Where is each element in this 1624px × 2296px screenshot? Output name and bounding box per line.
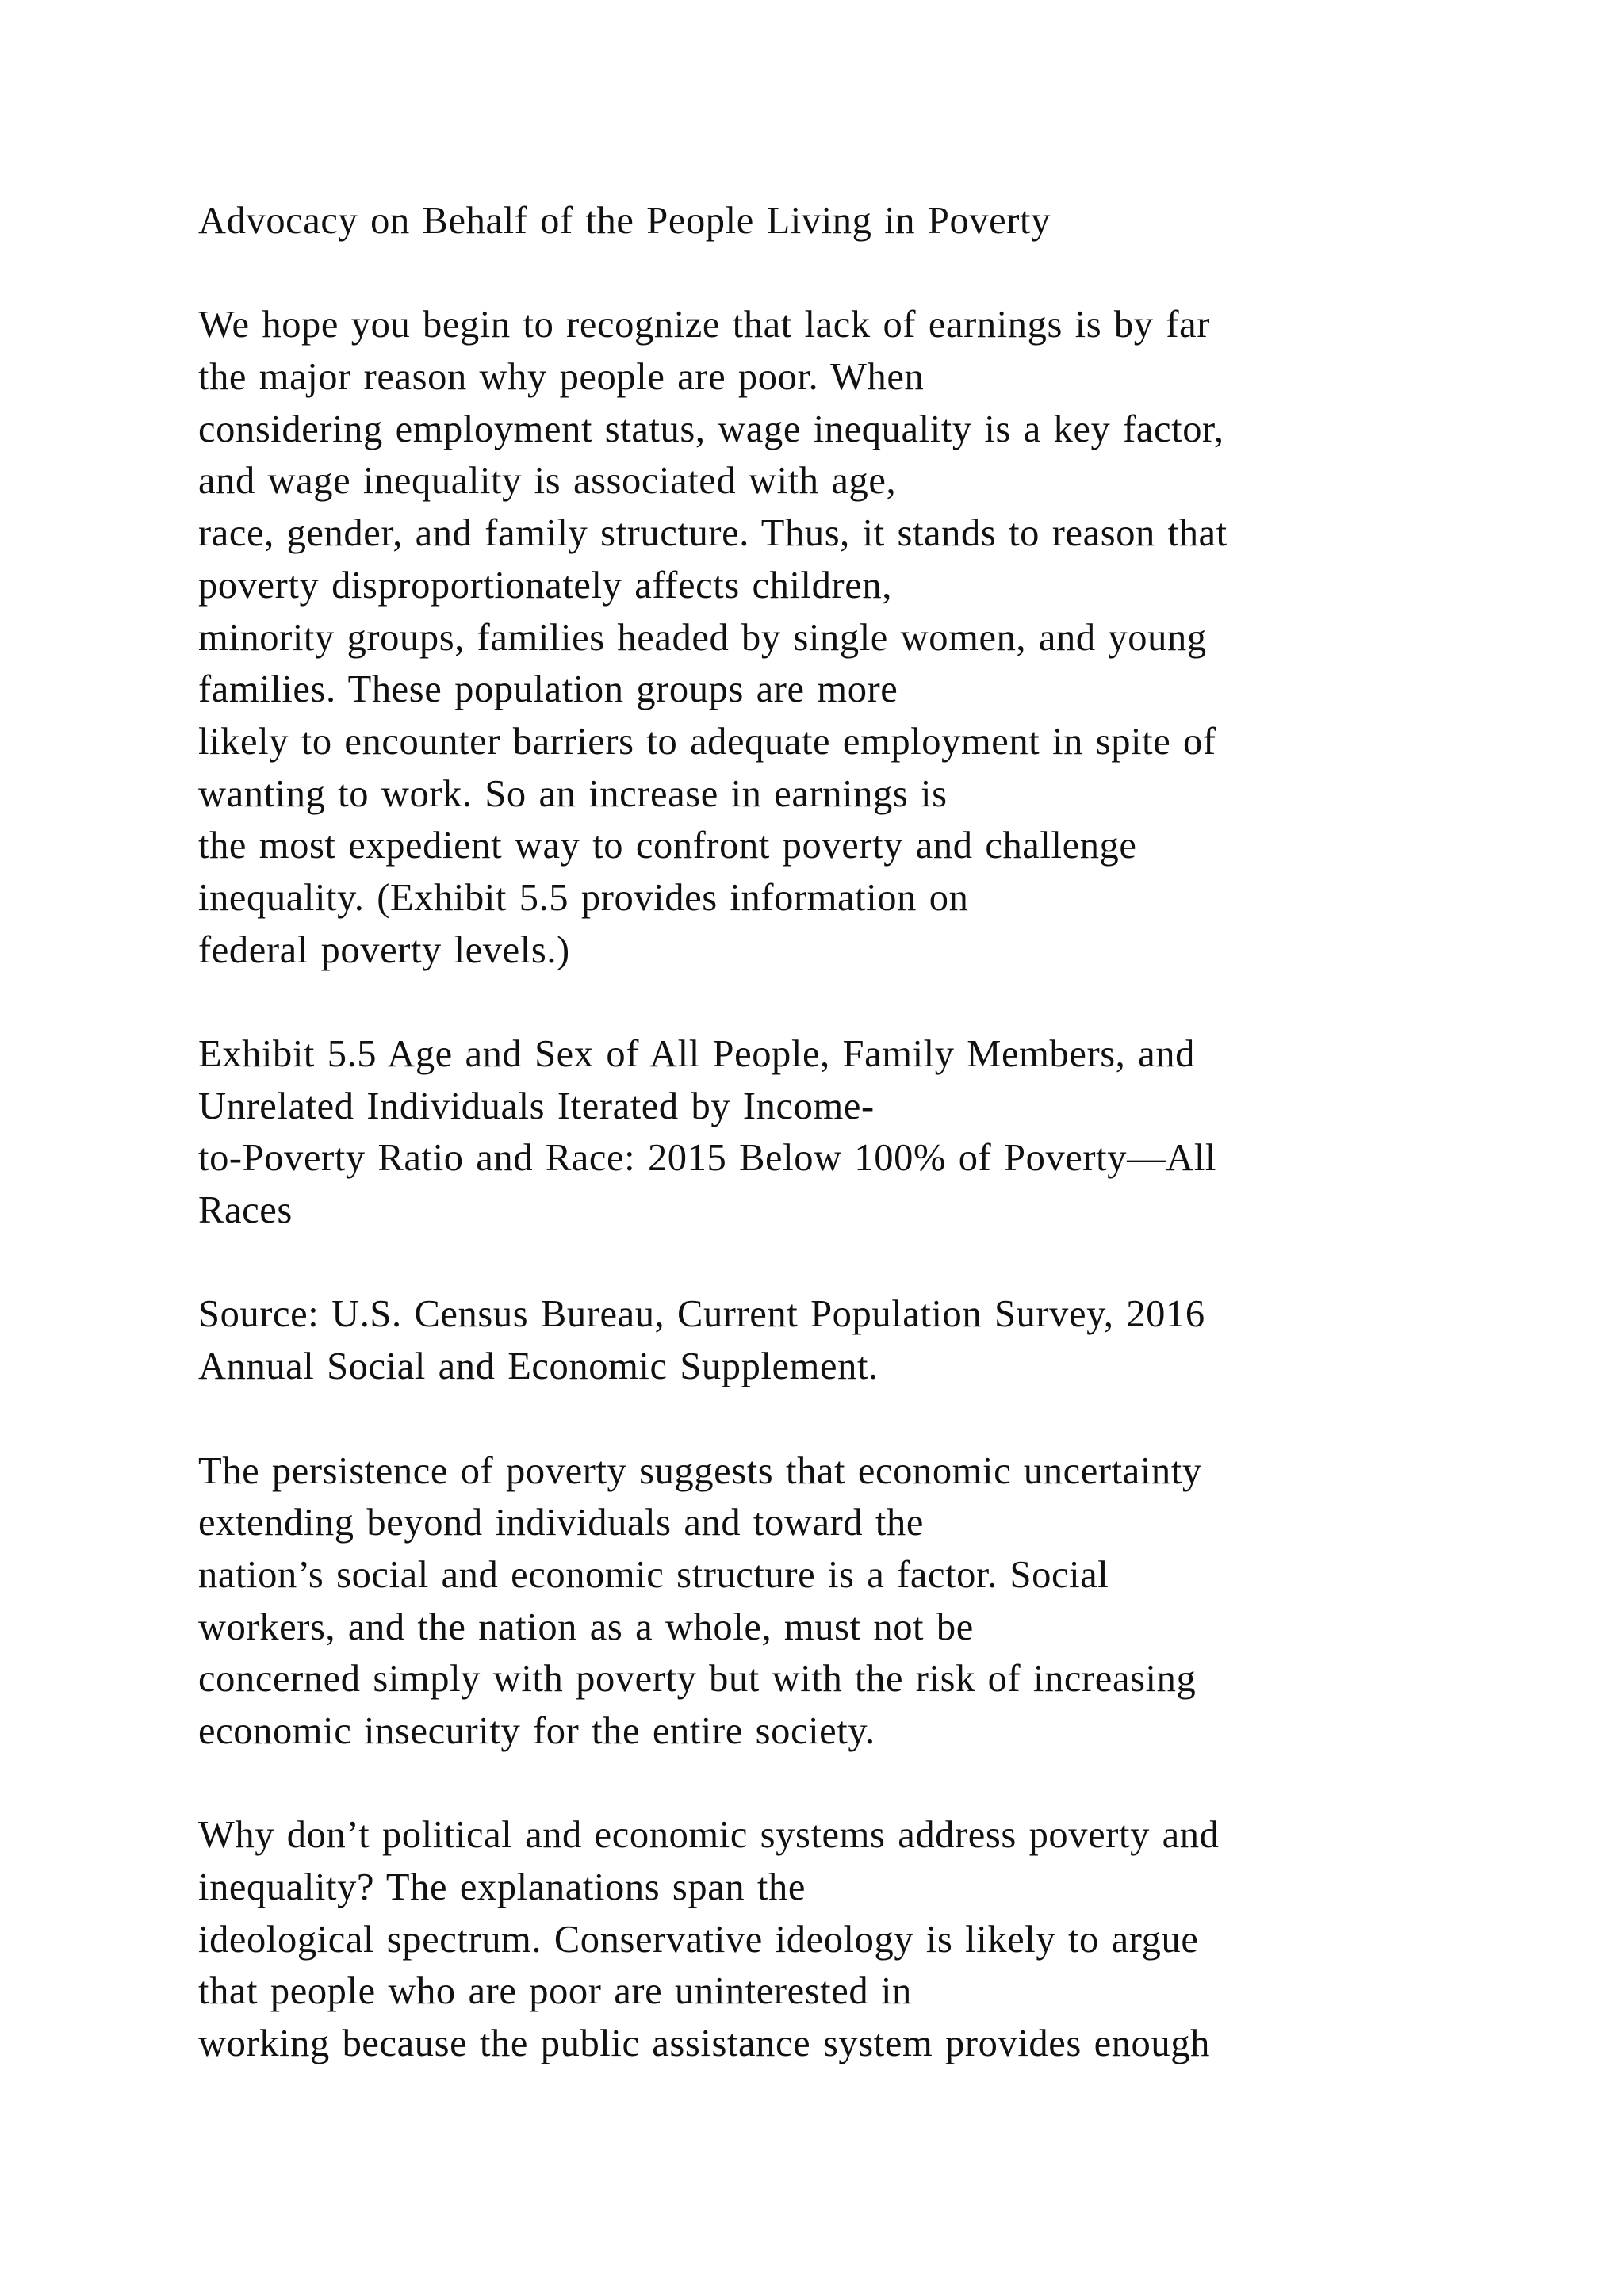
text-line: the major reason why people are poor. When [198,356,925,399]
text-line: nation’s social and economic structure is a factor. Social [198,1553,1109,1596]
text-line: race, gender, and family structure. Thus, it stands to reason that [198,512,1228,555]
paragraph-gap [198,976,1594,1028]
text-line: extending beyond individuals and toward the [198,1502,924,1544]
text-line: workers, and the nation as a whole, must not be [198,1605,974,1648]
text-line: and wage inequality is associated with age, [198,460,897,503]
text-line: Annual Social and Economic Supplement. [198,1345,879,1388]
paragraph-earnings [198,299,1594,976]
paragraph-political-systems [198,1809,1594,2069]
text-line: inequality? The explanations span the [198,1866,806,1908]
text-line: considering employment status, wage inequality is a key factor, [198,408,1224,450]
text-line: Source: U.S. Census Bureau, Current Population Survey, 2016 [198,1293,1205,1336]
paragraph-persistence [198,1445,1594,1758]
paragraph-gap [198,1393,1594,1445]
paragraph-gap [198,1758,1594,1810]
exhibit-caption [198,1028,1594,1237]
text-line: Why don’t political and economic systems address poverty and [198,1814,1220,1857]
text-line: Races [198,1189,293,1232]
text-line: wanting to work. So an increase in earnings is [198,772,948,815]
text-line: to-Poverty Ratio and Race: 2015 Below 100% of Poverty—All [198,1137,1216,1180]
text-line: We hope you begin to recognize that lack of earnings is by far [198,304,1210,346]
text-line: Exhibit 5.5 Age and Sex of All People, Family Members, and [198,1033,1195,1075]
text-line: economic insecurity for the entire society. [198,1709,875,1752]
paragraph-gap [198,1237,1594,1289]
text-line: minority groups, families headed by single women, and young [198,616,1207,659]
text-line: families. These population groups are more [198,668,898,711]
text-line: ideological spectrum. Conservative ideology is likely to argue [198,1918,1199,1961]
document-page [198,195,1594,2070]
text-line: The persistence of poverty suggests that economic uncertainty [198,1449,1202,1492]
text-line: working because the public assistance system provides enough [198,2022,1210,2065]
text-line: likely to encounter barriers to adequate employment in spite of [198,720,1216,763]
text-line: Unrelated Individuals Iterated by Income- [198,1085,875,1127]
text-line: that people who are poor are uninterested in [198,1970,912,2013]
document-title: Advocacy on Behalf of the People Living in Poverty [198,200,1051,242]
paragraph-gap [198,247,1594,300]
text-line: inequality. (Exhibit 5.5 provides information on [198,876,969,919]
source-note [198,1288,1594,1392]
text-line: poverty disproportionately affects children, [198,564,892,607]
text-line: concerned simply with poverty but with the risk of increasing [198,1658,1197,1701]
text-line: federal poverty levels.) [198,928,570,971]
text-line: the most expedient way to confront poverty and challenge [198,825,1137,867]
